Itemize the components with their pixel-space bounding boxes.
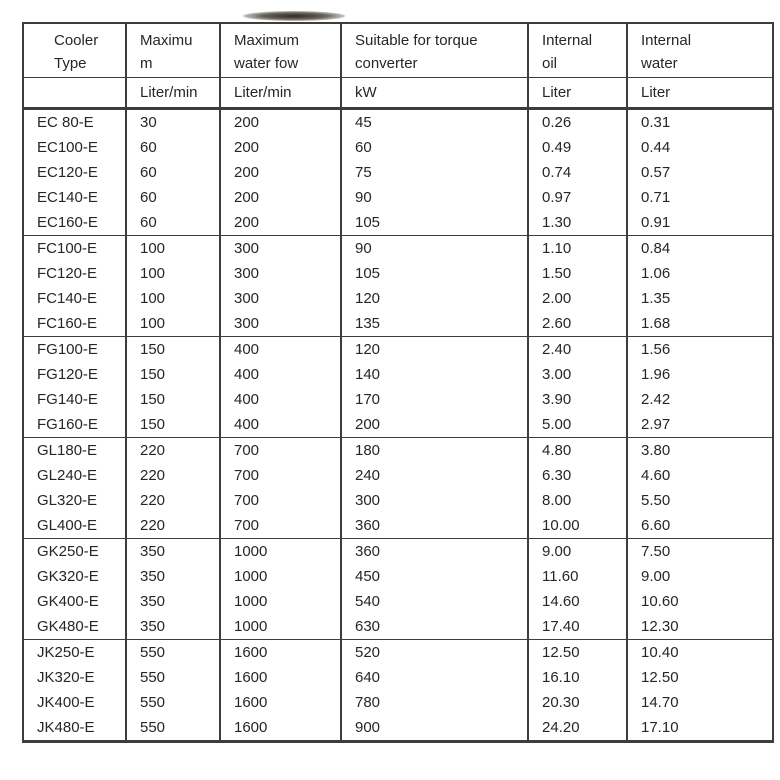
header-line: Internal <box>542 31 593 49</box>
value-cell: 350 <box>126 589 220 614</box>
cooler-type-cell: EC160-E <box>23 210 126 236</box>
cooler-type-cell: GL180-E <box>23 438 126 464</box>
value-cell: 1000 <box>220 564 341 589</box>
value-cell: 7.50 <box>627 539 773 565</box>
value-cell: 3.80 <box>627 438 773 464</box>
table-row <box>23 210 773 236</box>
cooler-type-cell: FC160-E <box>23 311 126 337</box>
value-cell: 12.50 <box>627 665 773 690</box>
value-cell: 2.40 <box>528 337 627 363</box>
value-cell: 0.57 <box>627 160 773 185</box>
unit-cell-max-water-flow: Liter/min <box>220 78 341 109</box>
value-cell: 9.00 <box>528 539 627 565</box>
cooler-type-cell: GK480-E <box>23 614 126 640</box>
value-cell: 1.35 <box>627 286 773 311</box>
header-line: Type <box>54 54 87 72</box>
cooler-type-cell: JK400-E <box>23 690 126 715</box>
cooler-type-cell: JK320-E <box>23 665 126 690</box>
value-cell: 150 <box>126 337 220 363</box>
scan-smudge-artifact <box>243 11 345 21</box>
value-cell: 12.30 <box>627 614 773 640</box>
value-cell: 550 <box>126 715 220 742</box>
value-cell: 550 <box>126 665 220 690</box>
value-cell: 700 <box>220 463 341 488</box>
value-cell: 105 <box>341 261 528 286</box>
value-cell: 12.50 <box>528 640 627 666</box>
cooler-type-cell: EC140-E <box>23 185 126 210</box>
value-cell: 2.60 <box>528 311 627 337</box>
value-cell: 120 <box>341 337 528 363</box>
value-cell: 1.10 <box>528 236 627 262</box>
value-cell: 120 <box>341 286 528 311</box>
table-row <box>23 337 773 363</box>
value-cell: 10.00 <box>528 513 627 539</box>
value-cell: 200 <box>220 160 341 185</box>
value-cell: 60 <box>341 135 528 160</box>
value-cell: 780 <box>341 690 528 715</box>
table-row <box>23 185 773 210</box>
value-cell: 10.40 <box>627 640 773 666</box>
table-row <box>23 362 773 387</box>
value-cell: 0.91 <box>627 210 773 236</box>
value-cell: 200 <box>220 135 341 160</box>
value-cell: 24.20 <box>528 715 627 742</box>
value-cell: 520 <box>341 640 528 666</box>
value-cell: 4.60 <box>627 463 773 488</box>
cooler-type-cell: GK400-E <box>23 589 126 614</box>
value-cell: 90 <box>341 185 528 210</box>
value-cell: 1000 <box>220 539 341 565</box>
cooler-type-cell: EC100-E <box>23 135 126 160</box>
header-line: water <box>641 54 678 72</box>
value-cell: 75 <box>341 160 528 185</box>
value-cell: 0.26 <box>528 109 627 136</box>
table-row <box>23 665 773 690</box>
value-cell: 200 <box>220 185 341 210</box>
value-cell: 540 <box>341 589 528 614</box>
value-cell: 1600 <box>220 715 341 742</box>
column-header-internal-oil <box>528 23 627 78</box>
table-row <box>23 513 773 539</box>
value-cell: 700 <box>220 513 341 539</box>
value-cell: 1.96 <box>627 362 773 387</box>
value-cell: 60 <box>126 185 220 210</box>
value-cell: 300 <box>220 236 341 262</box>
value-cell: 3.90 <box>528 387 627 412</box>
header-line: Internal <box>641 31 692 49</box>
value-cell: 300 <box>220 261 341 286</box>
cooler-type-cell: FC120-E <box>23 261 126 286</box>
value-cell: 220 <box>126 463 220 488</box>
table-row <box>23 690 773 715</box>
value-cell: 1000 <box>220 614 341 640</box>
value-cell: 1600 <box>220 640 341 666</box>
header-line: converter <box>355 54 418 72</box>
table-header <box>23 23 773 109</box>
value-cell: 2.42 <box>627 387 773 412</box>
table-row <box>23 286 773 311</box>
cooler-type-cell: JK480-E <box>23 715 126 742</box>
cooler-type-cell: EC120-E <box>23 160 126 185</box>
value-cell: 400 <box>220 362 341 387</box>
value-cell: 640 <box>341 665 528 690</box>
cooler-type-cell: EC 80-E <box>23 109 126 136</box>
table-row <box>23 640 773 666</box>
value-cell: 3.00 <box>528 362 627 387</box>
header-row <box>23 23 773 78</box>
value-cell: 0.44 <box>627 135 773 160</box>
value-cell: 300 <box>220 286 341 311</box>
value-cell: 90 <box>341 236 528 262</box>
value-cell: 550 <box>126 640 220 666</box>
units-row <box>23 78 773 109</box>
table-row <box>23 109 773 136</box>
value-cell: 220 <box>126 488 220 513</box>
table-row <box>23 589 773 614</box>
value-cell: 900 <box>341 715 528 742</box>
header-line: Suitable for torque <box>355 31 478 49</box>
value-cell: 350 <box>126 539 220 565</box>
value-cell: 450 <box>341 564 528 589</box>
column-header-cooler-type <box>23 23 126 78</box>
header-line: water fow <box>234 54 299 72</box>
value-cell: 45 <box>341 109 528 136</box>
value-cell: 5.50 <box>627 488 773 513</box>
table-row <box>23 311 773 337</box>
table-row <box>23 564 773 589</box>
value-cell: 240 <box>341 463 528 488</box>
cooler-type-cell: GK320-E <box>23 564 126 589</box>
value-cell: 60 <box>126 135 220 160</box>
value-cell: 100 <box>126 311 220 337</box>
value-cell: 0.49 <box>528 135 627 160</box>
table-row <box>23 236 773 262</box>
value-cell: 17.10 <box>627 715 773 742</box>
unit-cell-cooler-type <box>23 78 126 109</box>
unit-cell-internal-oil: Liter <box>528 78 627 109</box>
value-cell: 100 <box>126 261 220 286</box>
value-cell: 6.60 <box>627 513 773 539</box>
value-cell: 150 <box>126 412 220 438</box>
cooler-spec-table <box>22 22 774 743</box>
cooler-type-cell: FG140-E <box>23 387 126 412</box>
header-line: Maximum <box>234 31 300 49</box>
value-cell: 1600 <box>220 665 341 690</box>
header-line: Cooler <box>54 31 99 49</box>
value-cell: 11.60 <box>528 564 627 589</box>
value-cell: 60 <box>126 210 220 236</box>
value-cell: 0.71 <box>627 185 773 210</box>
value-cell: 9.00 <box>627 564 773 589</box>
value-cell: 1.56 <box>627 337 773 363</box>
value-cell: 550 <box>126 690 220 715</box>
value-cell: 20.30 <box>528 690 627 715</box>
unit-cell-max-oil-flow: Liter/min <box>126 78 220 109</box>
value-cell: 700 <box>220 488 341 513</box>
value-cell: 105 <box>341 210 528 236</box>
value-cell: 220 <box>126 513 220 539</box>
cooler-type-cell: GL400-E <box>23 513 126 539</box>
table-row <box>23 387 773 412</box>
value-cell: 14.70 <box>627 690 773 715</box>
cooler-type-cell: FG100-E <box>23 337 126 363</box>
value-cell: 200 <box>341 412 528 438</box>
value-cell: 0.74 <box>528 160 627 185</box>
value-cell: 2.97 <box>627 412 773 438</box>
table-body <box>23 109 773 742</box>
value-cell: 2.00 <box>528 286 627 311</box>
value-cell: 100 <box>126 236 220 262</box>
value-cell: 8.00 <box>528 488 627 513</box>
value-cell: 0.84 <box>627 236 773 262</box>
value-cell: 180 <box>341 438 528 464</box>
table-row <box>23 614 773 640</box>
cooler-type-cell: JK250-E <box>23 640 126 666</box>
value-cell: 1600 <box>220 690 341 715</box>
value-cell: 150 <box>126 362 220 387</box>
column-header-max-oil-flow <box>126 23 220 78</box>
value-cell: 0.97 <box>528 185 627 210</box>
table-row <box>23 160 773 185</box>
table-row <box>23 261 773 286</box>
table-row <box>23 488 773 513</box>
value-cell: 1.06 <box>627 261 773 286</box>
value-cell: 60 <box>126 160 220 185</box>
value-cell: 700 <box>220 438 341 464</box>
value-cell: 135 <box>341 311 528 337</box>
value-cell: 630 <box>341 614 528 640</box>
value-cell: 30 <box>126 109 220 136</box>
table-row <box>23 438 773 464</box>
cooler-type-cell: FG160-E <box>23 412 126 438</box>
value-cell: 400 <box>220 412 341 438</box>
value-cell: 14.60 <box>528 589 627 614</box>
value-cell: 200 <box>220 210 341 236</box>
table-row <box>23 412 773 438</box>
value-cell: 1.30 <box>528 210 627 236</box>
value-cell: 400 <box>220 387 341 412</box>
table-row <box>23 135 773 160</box>
value-cell: 170 <box>341 387 528 412</box>
cooler-type-cell: FG120-E <box>23 362 126 387</box>
header-line: oil <box>542 54 558 72</box>
value-cell: 17.40 <box>528 614 627 640</box>
value-cell: 1.68 <box>627 311 773 337</box>
unit-cell-internal-water: Liter <box>627 78 773 109</box>
value-cell: 350 <box>126 614 220 640</box>
value-cell: 16.10 <box>528 665 627 690</box>
value-cell: 350 <box>126 564 220 589</box>
value-cell: 220 <box>126 438 220 464</box>
cooler-type-cell: FC140-E <box>23 286 126 311</box>
value-cell: 0.31 <box>627 109 773 136</box>
value-cell: 6.30 <box>528 463 627 488</box>
value-cell: 5.00 <box>528 412 627 438</box>
table-row <box>23 715 773 742</box>
value-cell: 150 <box>126 387 220 412</box>
header-line: m <box>140 54 153 72</box>
column-header-internal-water <box>627 23 773 78</box>
value-cell: 400 <box>220 337 341 363</box>
value-cell: 100 <box>126 286 220 311</box>
cooler-type-cell: GL320-E <box>23 488 126 513</box>
value-cell: 1.50 <box>528 261 627 286</box>
value-cell: 360 <box>341 539 528 565</box>
table-row <box>23 539 773 565</box>
value-cell: 10.60 <box>627 589 773 614</box>
cooler-type-cell: GL240-E <box>23 463 126 488</box>
column-header-max-water-flow <box>220 23 341 78</box>
value-cell: 200 <box>220 109 341 136</box>
value-cell: 1000 <box>220 589 341 614</box>
cooler-type-cell: GK250-E <box>23 539 126 565</box>
unit-cell-torque-converter: kW <box>341 78 528 109</box>
value-cell: 300 <box>220 311 341 337</box>
value-cell: 140 <box>341 362 528 387</box>
value-cell: 300 <box>341 488 528 513</box>
header-line: Maximu <box>140 31 193 49</box>
column-header-torque-converter <box>341 23 528 78</box>
table-row <box>23 463 773 488</box>
value-cell: 360 <box>341 513 528 539</box>
cooler-type-cell: FC100-E <box>23 236 126 262</box>
value-cell: 4.80 <box>528 438 627 464</box>
